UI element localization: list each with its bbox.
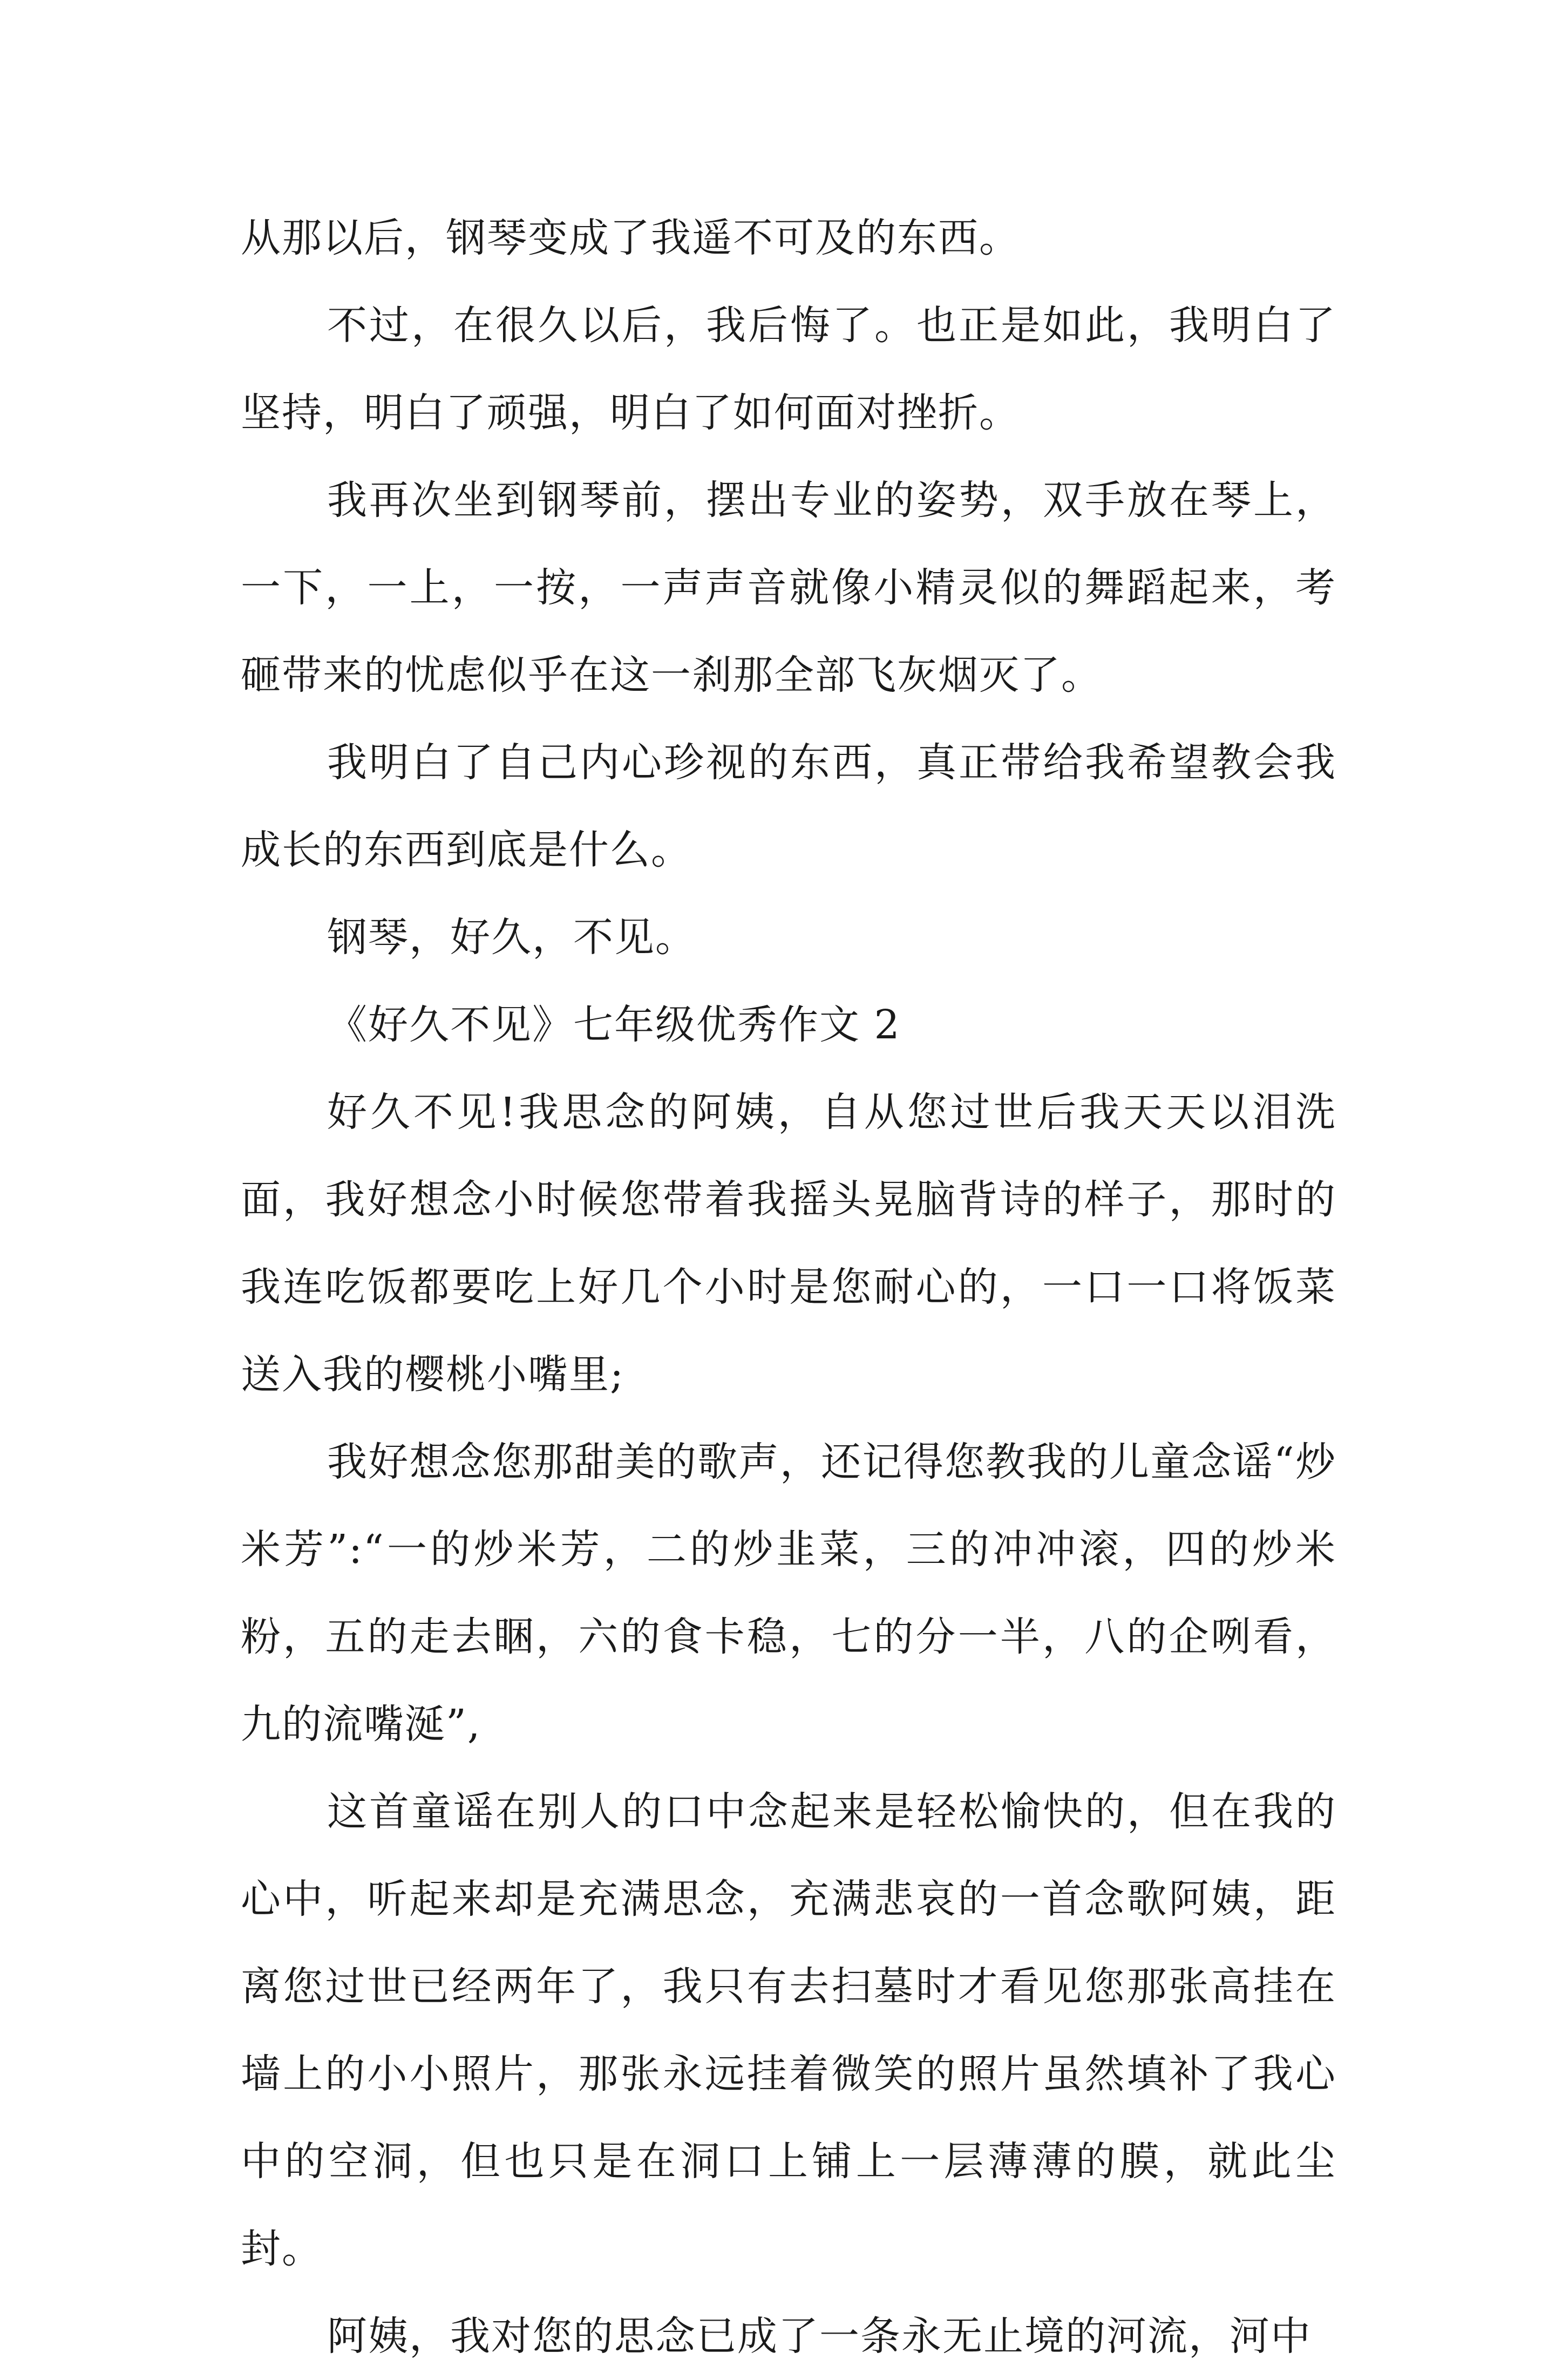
paragraph: 钢琴，好久，不见。 <box>327 914 696 961</box>
paragraph: 从那以后，钢琴变成了我遥不可及的东西。 <box>241 215 1020 261</box>
paragraph: 不过，在很久以后，我后悔了。也正是如此，我明白了坚持，明白了顽强，明白了如何面对挫折。 <box>241 302 1336 436</box>
essay-title: 《好久不见》七年级优秀作文 2 <box>327 1002 901 1048</box>
paragraph: 我好想念您那甜美的歌声，还记得您教我的儿童念谣“炒米芳”:“一的炒米芳，二的炒韭菜，三的冲冲滚，四的炒米粉，五的走去睏，六的食卡稳，七的分一半，八的企咧看，九的流嘴涎”, <box>241 1439 1336 1747</box>
paragraph: 这首童谣在别人的口中念起来是轻松愉快的，但在我的心中，听起来却是充满思念，充满悲哀的一首念歌阿姨，距离您过世已经两年了，我只有去扫墓时才看见您那张高挂在墙上的小小照片，那张永远挂着微笑的照片虽然填补了我心中的空洞，但也只是在洞口上铺上一层薄薄的膜，就此尘封。 <box>241 1789 1336 2272</box>
paragraph: 我再次坐到钢琴前，摆出专业的姿势，双手放在琴上，一下，一上，一按，一声声音就像小精灵似的舞蹈起来，考砸带来的忧虑似乎在这一刹那全部飞灰烟灭了。 <box>241 477 1336 698</box>
document-body <box>241 194 1336 2380</box>
paragraph: 好久不见!我思念的阿姨，自从您过世后我天天以泪洗面，我好想念小时候您带着我摇头晃脑背诗的样子，那时的我连吃饭都要吃上好几个小时是您耐心的，一口一口将饭菜送入我的樱桃小嘴里; <box>241 1089 1336 1398</box>
paragraph: 阿姨，我对您的思念已成了一条永无止境的河流，河中 <box>327 2313 1312 2359</box>
paragraph: 我明白了自己内心珍视的东西，真正带给我希望教会我成长的东西到底是什么。 <box>241 739 1336 873</box>
